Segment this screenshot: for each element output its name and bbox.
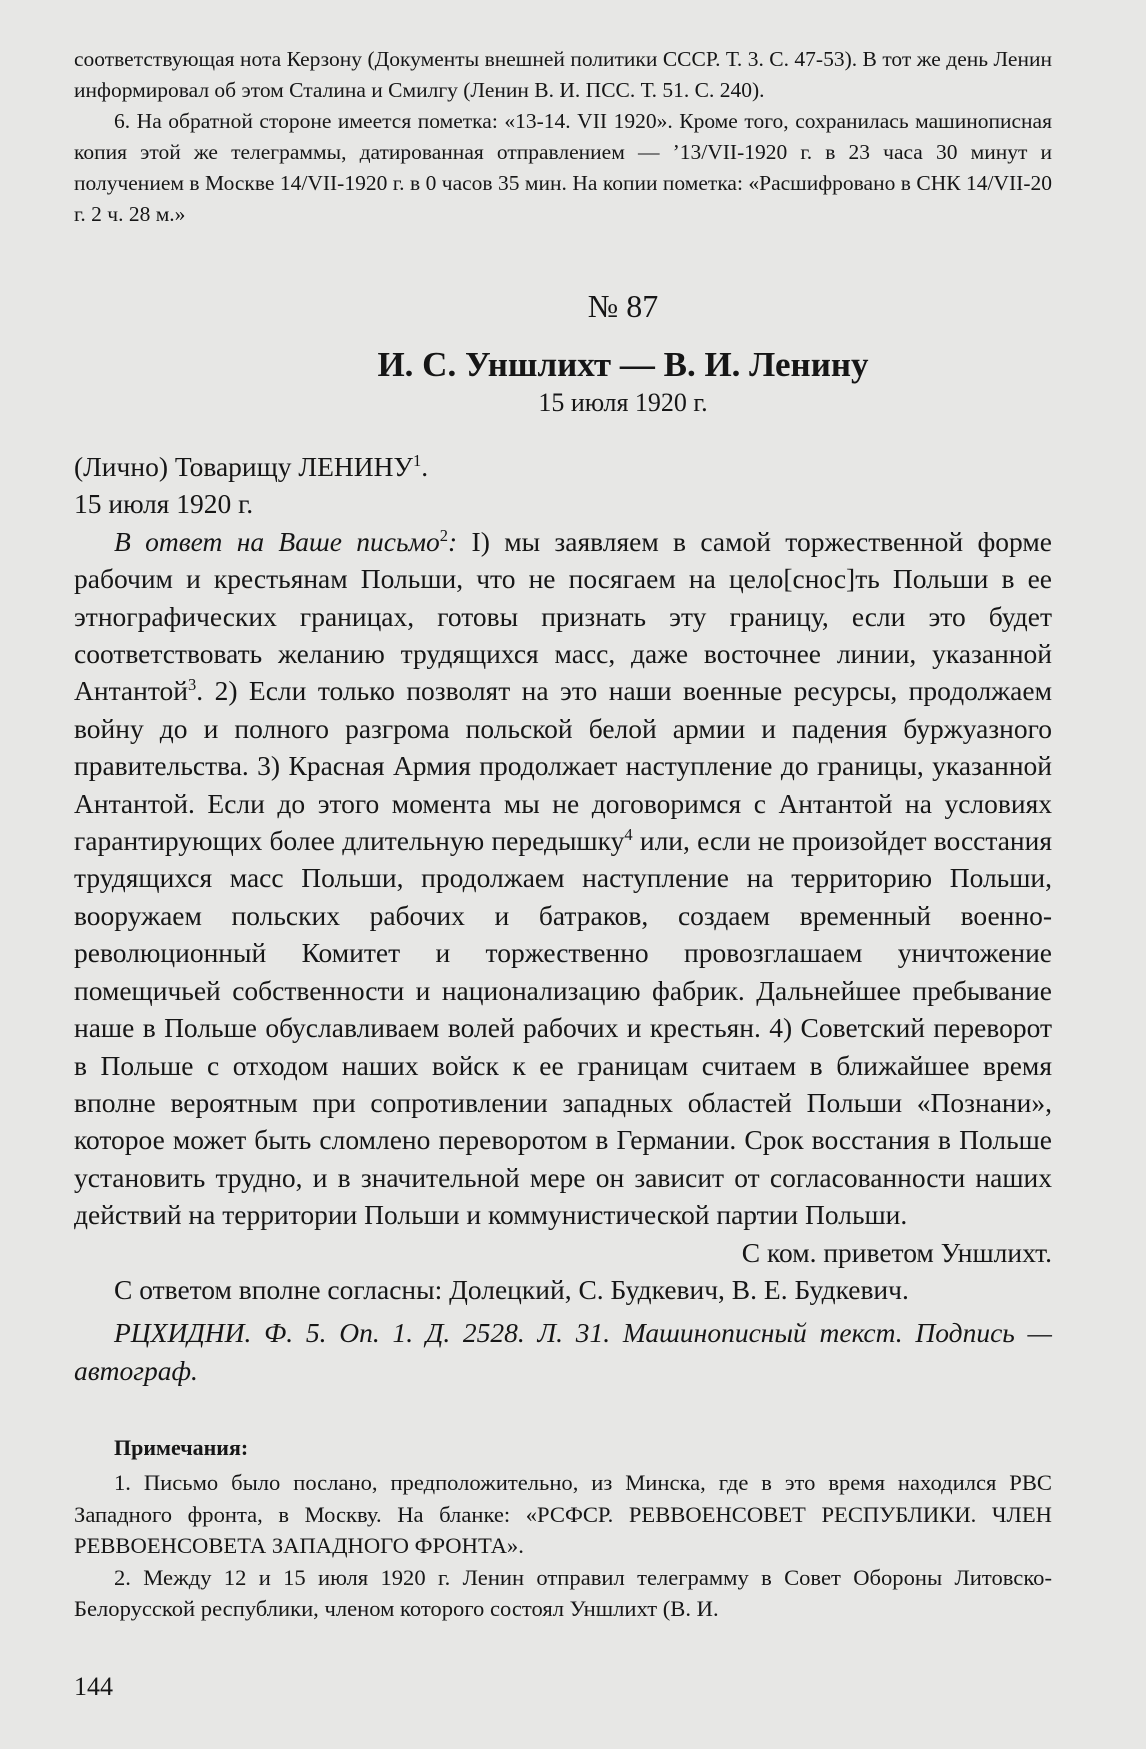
note-item: 1. Письмо было послано, предположительно, из Минска, где в это время находился РВС Западного фронта, в Москву. На бланке: «РСФСР. РЕВВОЕНСОВЕТ РЕСПУБЛИКИ. ЧЛЕН РЕВВОЕНСОВЕТА ЗАПАДНОГО ФРОНТА». xyxy=(74,1470,1052,1559)
note-item: 2. Между 12 и 15 июля 1920 г. Ленин отправил телеграмму в Совет Обороны Литовско-Белорусской республики, членом которого состоял Уншлихт (В. И. xyxy=(74,1564,1052,1622)
address-text: (Лично) Товарищу ЛЕНИНУ xyxy=(74,451,413,482)
footnote-ref-1: 1 xyxy=(412,450,422,470)
footnote-ref-4: 4 xyxy=(624,824,633,844)
address-period: . xyxy=(421,451,429,482)
document-date: 15 июля 1920 г. xyxy=(538,388,708,417)
footnote-ref-3: 3 xyxy=(187,675,197,695)
document-title: И. С. Уншлихт — В. И. Ленину xyxy=(377,345,869,384)
archive-source: РЦХИДНИ. Ф. 5. Оп. 1. Д. 2528. Л. 31. Машинописный текст. Подпись — автограф. xyxy=(74,1317,1052,1386)
notes-heading: Примечания: xyxy=(114,1435,249,1461)
document-number: № 87 xyxy=(587,288,659,324)
letter-greeting: С ком. приветом Уншлихт. xyxy=(741,1236,1052,1268)
body-part-2: . 2) Если только позволят на это наши военные ресурсы, продолжаем войну до и полного разгрома польской белой армии и падения буржуазного правительства. 3) Красная Армия продолжает наступление до границы, указанной Антантой. Если до этого момента мы не договоримся с Антантой на условиях гарантирующих более длительную передышку xyxy=(74,675,1052,857)
note-continuation: соответствующая нота Керзону (Документы внешней политики СССР. Т. 3. С. 47-53). В тот же день Ленин информировал об этом Сталина и Смилгу (Ленин В. И. ПСС. Т. 51. С. 240). xyxy=(74,47,1052,102)
letter-intro: В ответ на Ваше письмо xyxy=(114,525,440,557)
body-part-1: I) мы заявляем в самой торжественной форме рабочим и крестьянам Польши, что не посягаем на цело[снос]ть Польши в ее этнографических границах, готовы признать эту границу, если это будет соответствовать желанию трудящихся масс, даже восточнее линии, указанной Антантой xyxy=(74,525,1052,707)
notes-list xyxy=(74,1467,1052,1625)
previous-notes xyxy=(74,44,1052,230)
letter-body xyxy=(74,523,1052,1234)
letter-agreement: С ответом вполне согласны: Долецкий, С. Будкевич, В. Е. Будкевич. xyxy=(114,1273,909,1305)
letter-address xyxy=(74,448,1052,485)
letter-text xyxy=(74,448,1052,1308)
body-part-3: или, если не произойдет восстания трудящихся масс Польши, продолжаем наступление на территорию Польши, вооружаем польских рабочих и батраков, создаем временный военно-революционный Комитет и торжественно провозглашаем уничтожение помещичьей собственности и национализацию фабрик. Дальнейшее пребывание наше в Польше обуславливаем волей рабочих и крестьян. 4) Советский переворот в Польше с отходом наших войск к ее границам считаем в ближайшее время вполне вероятным при сопротивлении западных областей Польши «Познани», которое может быть сломлено переворотом в Германии. Срок восстания в Польше установить трудно, и в значительной мере он зависит от согласованности наших действий на территории Польши и коммунистической партии Польши. xyxy=(74,825,1053,1231)
letter-date: 15 июля 1920 г. xyxy=(74,488,254,520)
note-6: 6. На обратной стороне имеется пометка: «13-14. VII 1920». Кроме того, сохранилась машинописная копия этой же телеграммы, датированная отправлением — ʼ13/VII-1920 г. в 23 часа 30 минут и получением в Москве 14/VII-1920 г. в 0 часов 35 мин. На копии пометка: «Расшифровано в СНК 14/VII-20 г. 2 ч. 28 м.» xyxy=(74,109,1052,226)
footnote-ref-2: 2 xyxy=(439,525,449,545)
intro-colon: : xyxy=(448,525,458,557)
page-number: 144 xyxy=(74,1672,113,1701)
